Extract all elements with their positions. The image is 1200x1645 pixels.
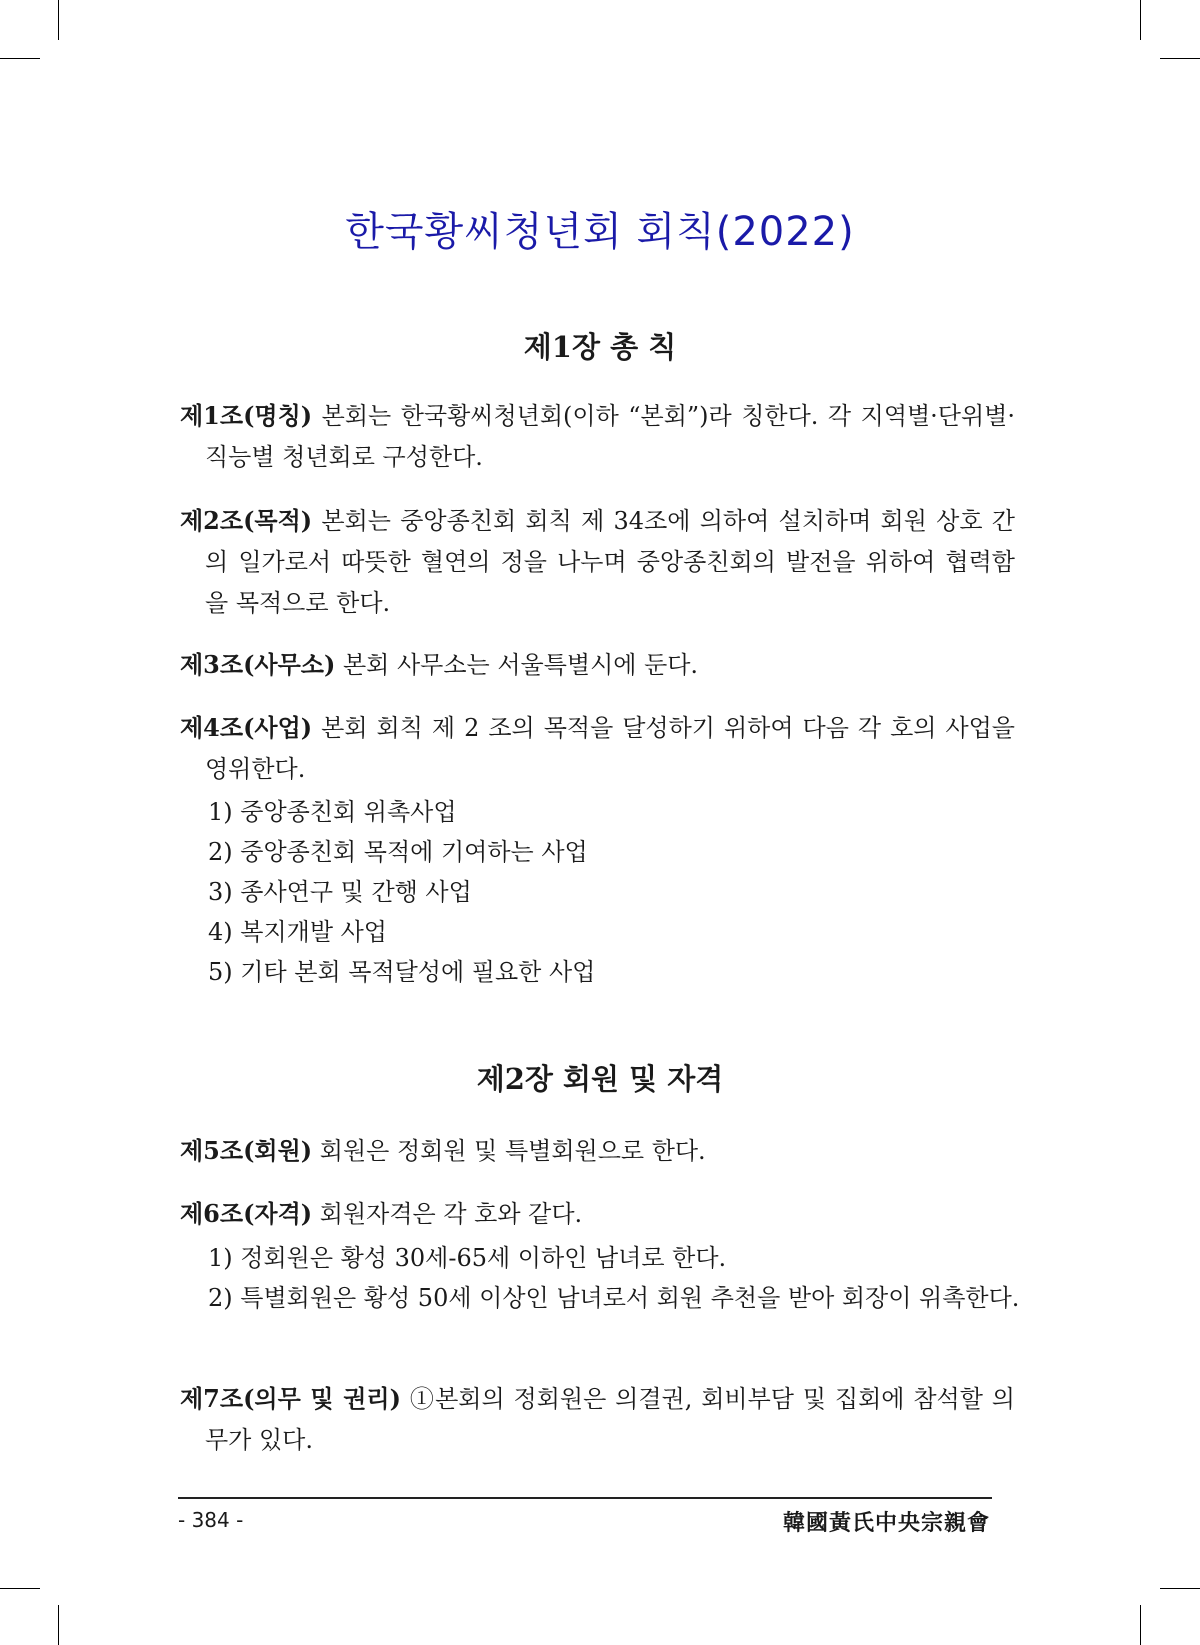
list-item: 3) 종사연구 및 간행 사업	[208, 878, 472, 906]
organization-name: 韓國黃氏中央宗親會	[782, 1510, 990, 1536]
list-item: 1) 중앙종친회 위촉사업	[208, 798, 457, 826]
article-text: ①본회의 정회원은 의결권, 회비부담 및 집회에 참석할 의무가 있다.	[205, 1385, 1015, 1454]
crop-mark	[0, 58, 40, 59]
article-text: 본회 사무소는 서울특별시에 둔다.	[335, 651, 699, 679]
footer-divider	[178, 1497, 992, 1499]
article-head: 제2조(목적)	[180, 506, 313, 535]
crop-mark	[0, 1588, 40, 1589]
article-head: 제1조(명칭)	[180, 401, 313, 430]
article-head: 제7조(의무 및 권리)	[180, 1384, 401, 1413]
article-head: 제6조(자격)	[180, 1199, 313, 1228]
list-item: 2) 중앙종친회 목적에 기여하는 사업	[208, 838, 588, 866]
article	[180, 707, 1015, 790]
article	[180, 1193, 1015, 1235]
article-head: 제3조(사무소)	[180, 650, 336, 679]
article	[180, 644, 1015, 686]
list-item: 1) 정회원은 황성 30세-65세 이하인 남녀로 한다.	[208, 1244, 727, 1272]
page-number: - 384 -	[178, 1508, 244, 1532]
crop-mark	[1160, 1588, 1200, 1589]
article	[180, 395, 1015, 478]
article-head: 제4조(사업)	[180, 713, 313, 742]
article-text: 본회 회칙 제 2 조의 목적을 달성하기 위하여 다음 각 호의 사업을 영위한다.	[205, 714, 1015, 783]
article-text: 회원자격은 각 호와 같다.	[312, 1200, 583, 1228]
list-item: 4) 복지개발 사업	[208, 918, 387, 946]
list-item: 2) 특별회원은 황성 50세 이상인 남녀로서 회원 추천을 받아 회장이 위촉한다.	[208, 1284, 1020, 1312]
chapter-heading: 제1장 총 칙	[523, 330, 677, 364]
crop-mark	[58, 1605, 59, 1645]
article	[180, 500, 1015, 624]
article	[180, 1378, 1015, 1461]
crop-mark	[58, 0, 59, 40]
crop-mark	[1140, 0, 1141, 40]
article-head: 제5조(회원)	[180, 1136, 313, 1165]
document-title: 한국황씨청년회 회칙(2022)	[345, 209, 855, 255]
crop-mark	[1160, 58, 1200, 59]
article-text: 본회는 중앙종친회 회칙 제 34조에 의하여 설치하며 회원 상호 간의 일가로서 따뜻한 혈연의 정을 나누며 중앙종친회의 발전을 위하여 협력함을 목적으로 한다.	[205, 507, 1015, 617]
list-item: 5) 기타 본회 목적달성에 필요한 사업	[208, 958, 596, 986]
article-text: 회원은 정회원 및 특별회원으로 한다.	[312, 1137, 706, 1165]
chapter-heading: 제2장 회원 및 자격	[476, 1062, 724, 1096]
crop-mark	[1140, 1605, 1141, 1645]
article	[180, 1130, 1015, 1172]
article-text: 본회는 한국황씨청년회(이하 “본회”)라 칭한다. 각 지역별·단위별·직능별 청년회로 구성한다.	[205, 402, 1015, 471]
